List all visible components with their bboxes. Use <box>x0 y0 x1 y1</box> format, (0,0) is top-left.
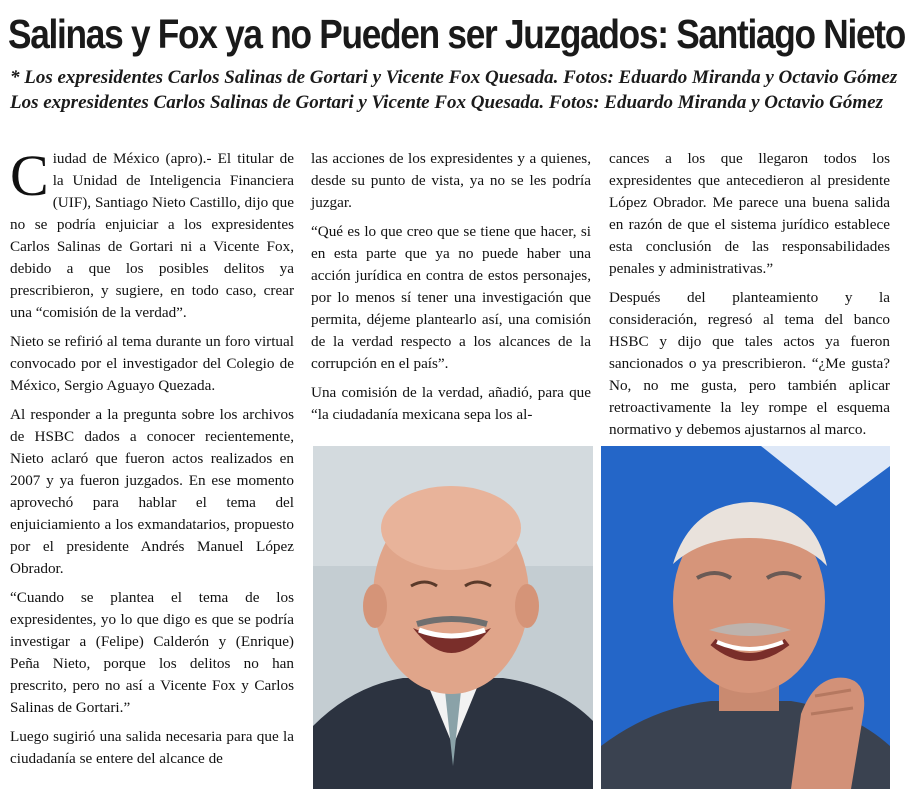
paragraph <box>10 143 294 324</box>
paragraph-text: iudad de México (apro).- El titular de la Unidad de Inteligencia Financiera (UIF), Santiago Nieto Castillo, dijo que no se podría enjuiciar a los expresidentes Carlos Salinas de Gortari ni a Vicente Fox, debido a que los posibles delitos ya prescribieron, y sugiere, en todo caso, crear una “comisión de la verdad”. <box>10 150 294 321</box>
article-column-1 <box>10 143 294 777</box>
portrait-illustration <box>313 446 593 789</box>
portrait-illustration <box>601 446 890 789</box>
photo-fox <box>601 446 890 789</box>
photo-salinas <box>313 446 593 789</box>
article-column-3 <box>609 148 890 448</box>
paragraph: Después del planteamiento y la consideración, regresó al tema del banco HSBC y dijo que tales actos ya fueron sancionados o ya prescribieron. “¿Me gusta? No, no me gusta, pero también aplicar retroactivamente la ley rompe el esquema normativo y debemos ajustarnos al marco. <box>609 289 890 438</box>
paragraph: “Cuando se plantea el tema de los expresidentes, yo lo que digo es que se podría investigar a (Felipe) Calderón y (Enrique) Peña Nieto, porque los delitos no han prescrito, pero no así a Vicente Fox y Carlos Salinas de Gortari.” <box>10 589 294 716</box>
paragraph: “Qué es lo que creo que se tiene que hacer, si en esta parte que ya no puede haber una acción jurídica en contra de estos personajes, por lo menos sí tener una investigación que permita, déjeme plantearlo así, una comisión de la verdad respecto a los alcances de la corrupción en el país”. <box>311 223 591 372</box>
paragraph: Nieto se refirió al tema durante un foro virtual convocado por el investigador del Colegio de México, Sergio Aguayo Quezada. <box>10 333 294 394</box>
paragraph: Al responder a la pregunta sobre los archivos de HSBC dados a conocer recientemente, Nieto aclaró que fueron actos realizados en 2007 y ya fueron juzgados. En ese momento aprovechó para hablar el tema del enjuiciamiento a los exmandatarios, propuesto por el presidente Andrés Manuel López Obrador. <box>10 406 294 577</box>
photo-caption: * Los expresidentes Carlos Salinas de Gortari y Vicente Fox Quesada. Fotos: Eduardo Miranda y Octavio Gómez Los expresidentes Carlos Salinas de Gortari y Vicente Fox Quesada. Fotos: Eduardo Miranda y Octavio Gómez <box>10 67 898 113</box>
paragraph: las acciones de los expresidentes y a quienes, desde su punto de vista, ya no se les podría juzgar. <box>311 150 591 211</box>
paragraph: Una comisión de la verdad, añadió, para que “la ciudadanía mexicana sepa los al- <box>311 384 591 423</box>
drop-cap: C <box>10 143 49 208</box>
paragraph: cances a los que llegaron todos los expresidentes que antecedieron al presidente López Obrador. Me parece una buena salida en razón de que el sistema jurídico establece esta conclusión de las responsabilidades penales y administrativas.” <box>609 150 890 277</box>
article-column-2 <box>311 148 591 433</box>
headline: Salinas y Fox ya no Pueden ser Juzgados: Santiago Nieto <box>8 11 905 57</box>
paragraph: Luego sugirió una salida necesaria para que la ciudadanía se entere del alcance de <box>10 728 294 767</box>
